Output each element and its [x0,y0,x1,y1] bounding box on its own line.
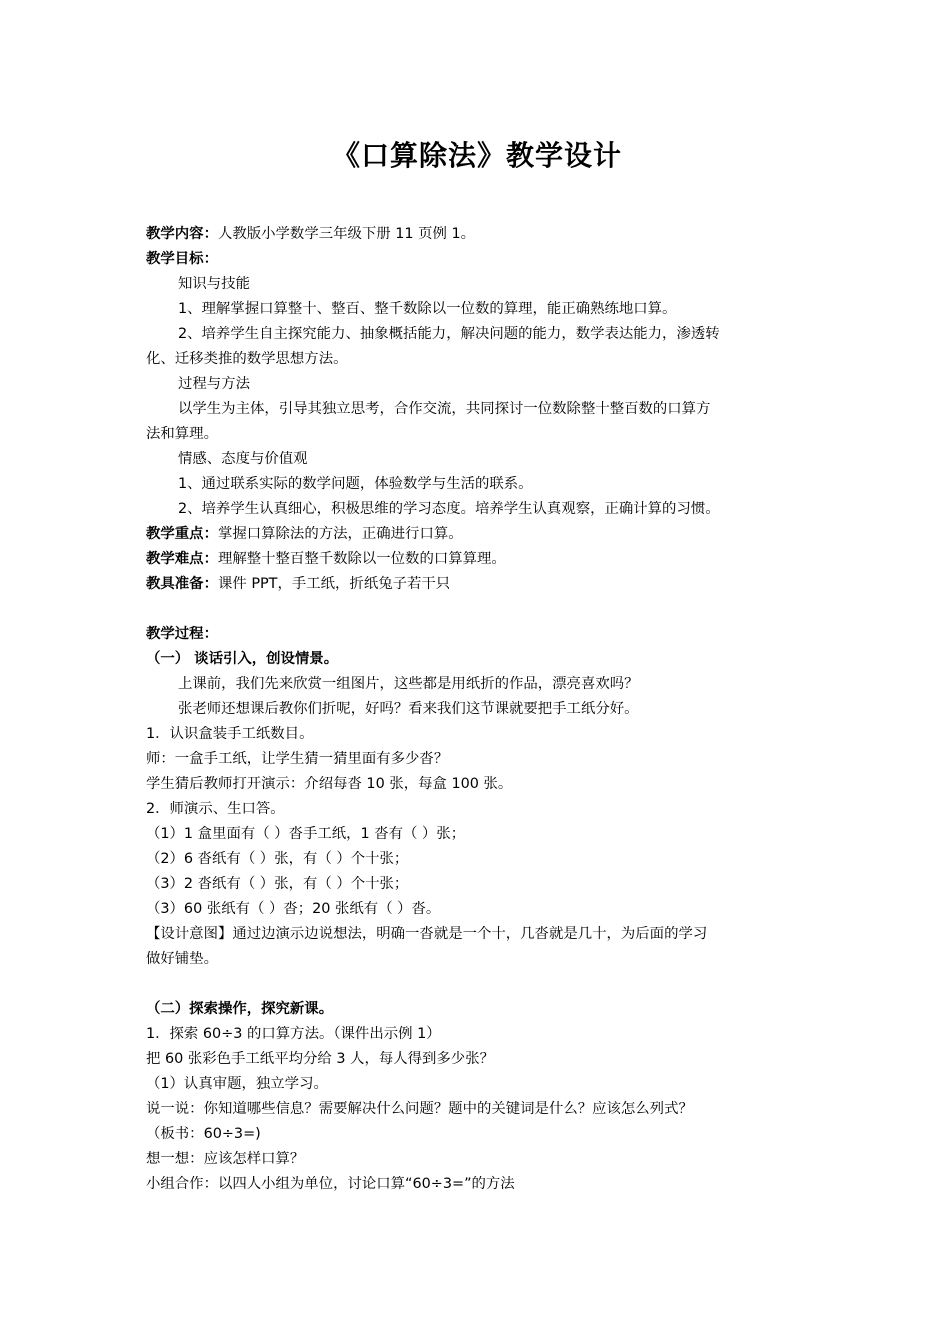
document-body [146,222,808,1197]
difficult-point-line [146,547,808,572]
teaching-process-label: 教学过程： [146,626,218,642]
emotion-heading: 情感、态度与价值观 [178,451,308,467]
section-2-heading: （二）探索操作，探究新课。 [146,1001,334,1017]
section-2-step-1: （1）认真审题，独立学习。 [146,1076,328,1092]
teacher-line: 师：一盒手工纸，让学生猜一猜里面有多少沓？ [146,751,449,767]
key-point-text: 掌握口算除法的方法，正确进行口算。 [217,526,463,542]
knowledge-item-1: 1、理解掌握口算整十、整百、整千数除以一位数的算理，能正确熟练地口算。 [178,301,677,317]
tools-line [146,572,808,597]
knowledge-item-2-a: 2、培养学生自主探究能力、抽象概括能力，解决问题的能力，数学表达能力，渗透转 [178,326,720,342]
teaching-goals-label: 教学目标： [146,251,218,267]
section-2-group: 小组合作：以四人小组为单位，讨论口算“60÷3=”的方法 [146,1176,515,1192]
design-intent-b: 做好铺垫。 [146,951,218,967]
student-line: 学生猜后教师打开演示：介绍每沓 10 张，每盒 100 张。 [146,776,513,792]
document-title: 《口算除法》教学设计 [331,139,622,172]
difficult-point-text: 理解整十整百整千数除以一位数的口算算理。 [217,551,506,567]
question-1: （1）1 盒里面有（ ）沓手工纸，1 沓有（ ）张； [146,826,466,842]
section-1-paragraph-1: 上课前，我们先来欣赏一组图片，这些都是用纸折的作品，漂亮喜欢吗？ [178,676,639,692]
spacer [146,597,808,622]
knowledge-heading: 知识与技能 [178,276,250,292]
key-point-label: 教学重点： [146,526,218,542]
difficult-point-label: 教学难点： [146,551,218,567]
process-heading: 过程与方法 [178,376,250,392]
design-intent-a: 【设计意图】通过边演示边说想法，明确一沓就是一个十，几沓就是几十，为后面的学习 [146,926,708,942]
teaching-content-text: 人教版小学数学三年级下册 11 页例 1。 [217,226,476,242]
section-2-board: （板书：60÷3=) [146,1126,261,1142]
process-text-a: 以学生为主体，引导其独立思考，合作交流，共同探讨一位数除整十整百数的口算方 [178,401,711,417]
tools-text: 课件 PPT，手工纸，折纸兔子若干只 [217,576,451,592]
section-1-paragraph-2: 张老师还想课后教你们折呢，好吗？看来我们这节课就要把手工纸分好。 [178,701,639,717]
question-4: （3）60 张纸有（ ）沓；20 张纸有（ ）沓。 [146,901,441,917]
key-point-line [146,522,808,547]
tools-label: 教具准备： [146,576,218,592]
emotion-item-1: 1、通过联系实际的数学问题，体验数学与生活的联系。 [178,476,533,492]
question-3: （3）2 沓纸有（ ）张，有（ ）个十张； [146,876,409,892]
spacer [146,972,808,997]
emotion-item-2: 2、培养学生认真细心，积极思维的学习态度。培养学生认真观察，正确计算的习惯。 [178,501,720,517]
section-2-item-1: 1．探索 60÷3 的口算方法。（课件出示例 1） [146,1026,441,1042]
section-1-item-2: 2．师演示、生口答。 [146,801,285,817]
knowledge-item-2-b: 化、迁移类推的数学思想方法。 [146,351,348,367]
section-1-heading: （一） 谈话引入，创设情景。 [146,651,339,667]
section-2-problem: 把 60 张彩色手工纸平均分给 3 人，每人得到多少张？ [146,1051,494,1067]
section-2-say: 说一说：你知道哪些信息？需要解决什么问题？题中的关键词是什么？应该怎么列式？ [146,1101,693,1117]
teaching-content-label: 教学内容： [146,226,218,242]
question-2: （2）6 沓纸有（ ）张，有（ ）个十张； [146,851,409,867]
process-text-b: 法和算理。 [146,426,218,442]
section-2-think: 想一想：应该怎样口算？ [146,1151,305,1167]
section-1-item-1: 1．认识盒装手工纸数目。 [146,726,314,742]
teaching-content-line [146,222,808,247]
